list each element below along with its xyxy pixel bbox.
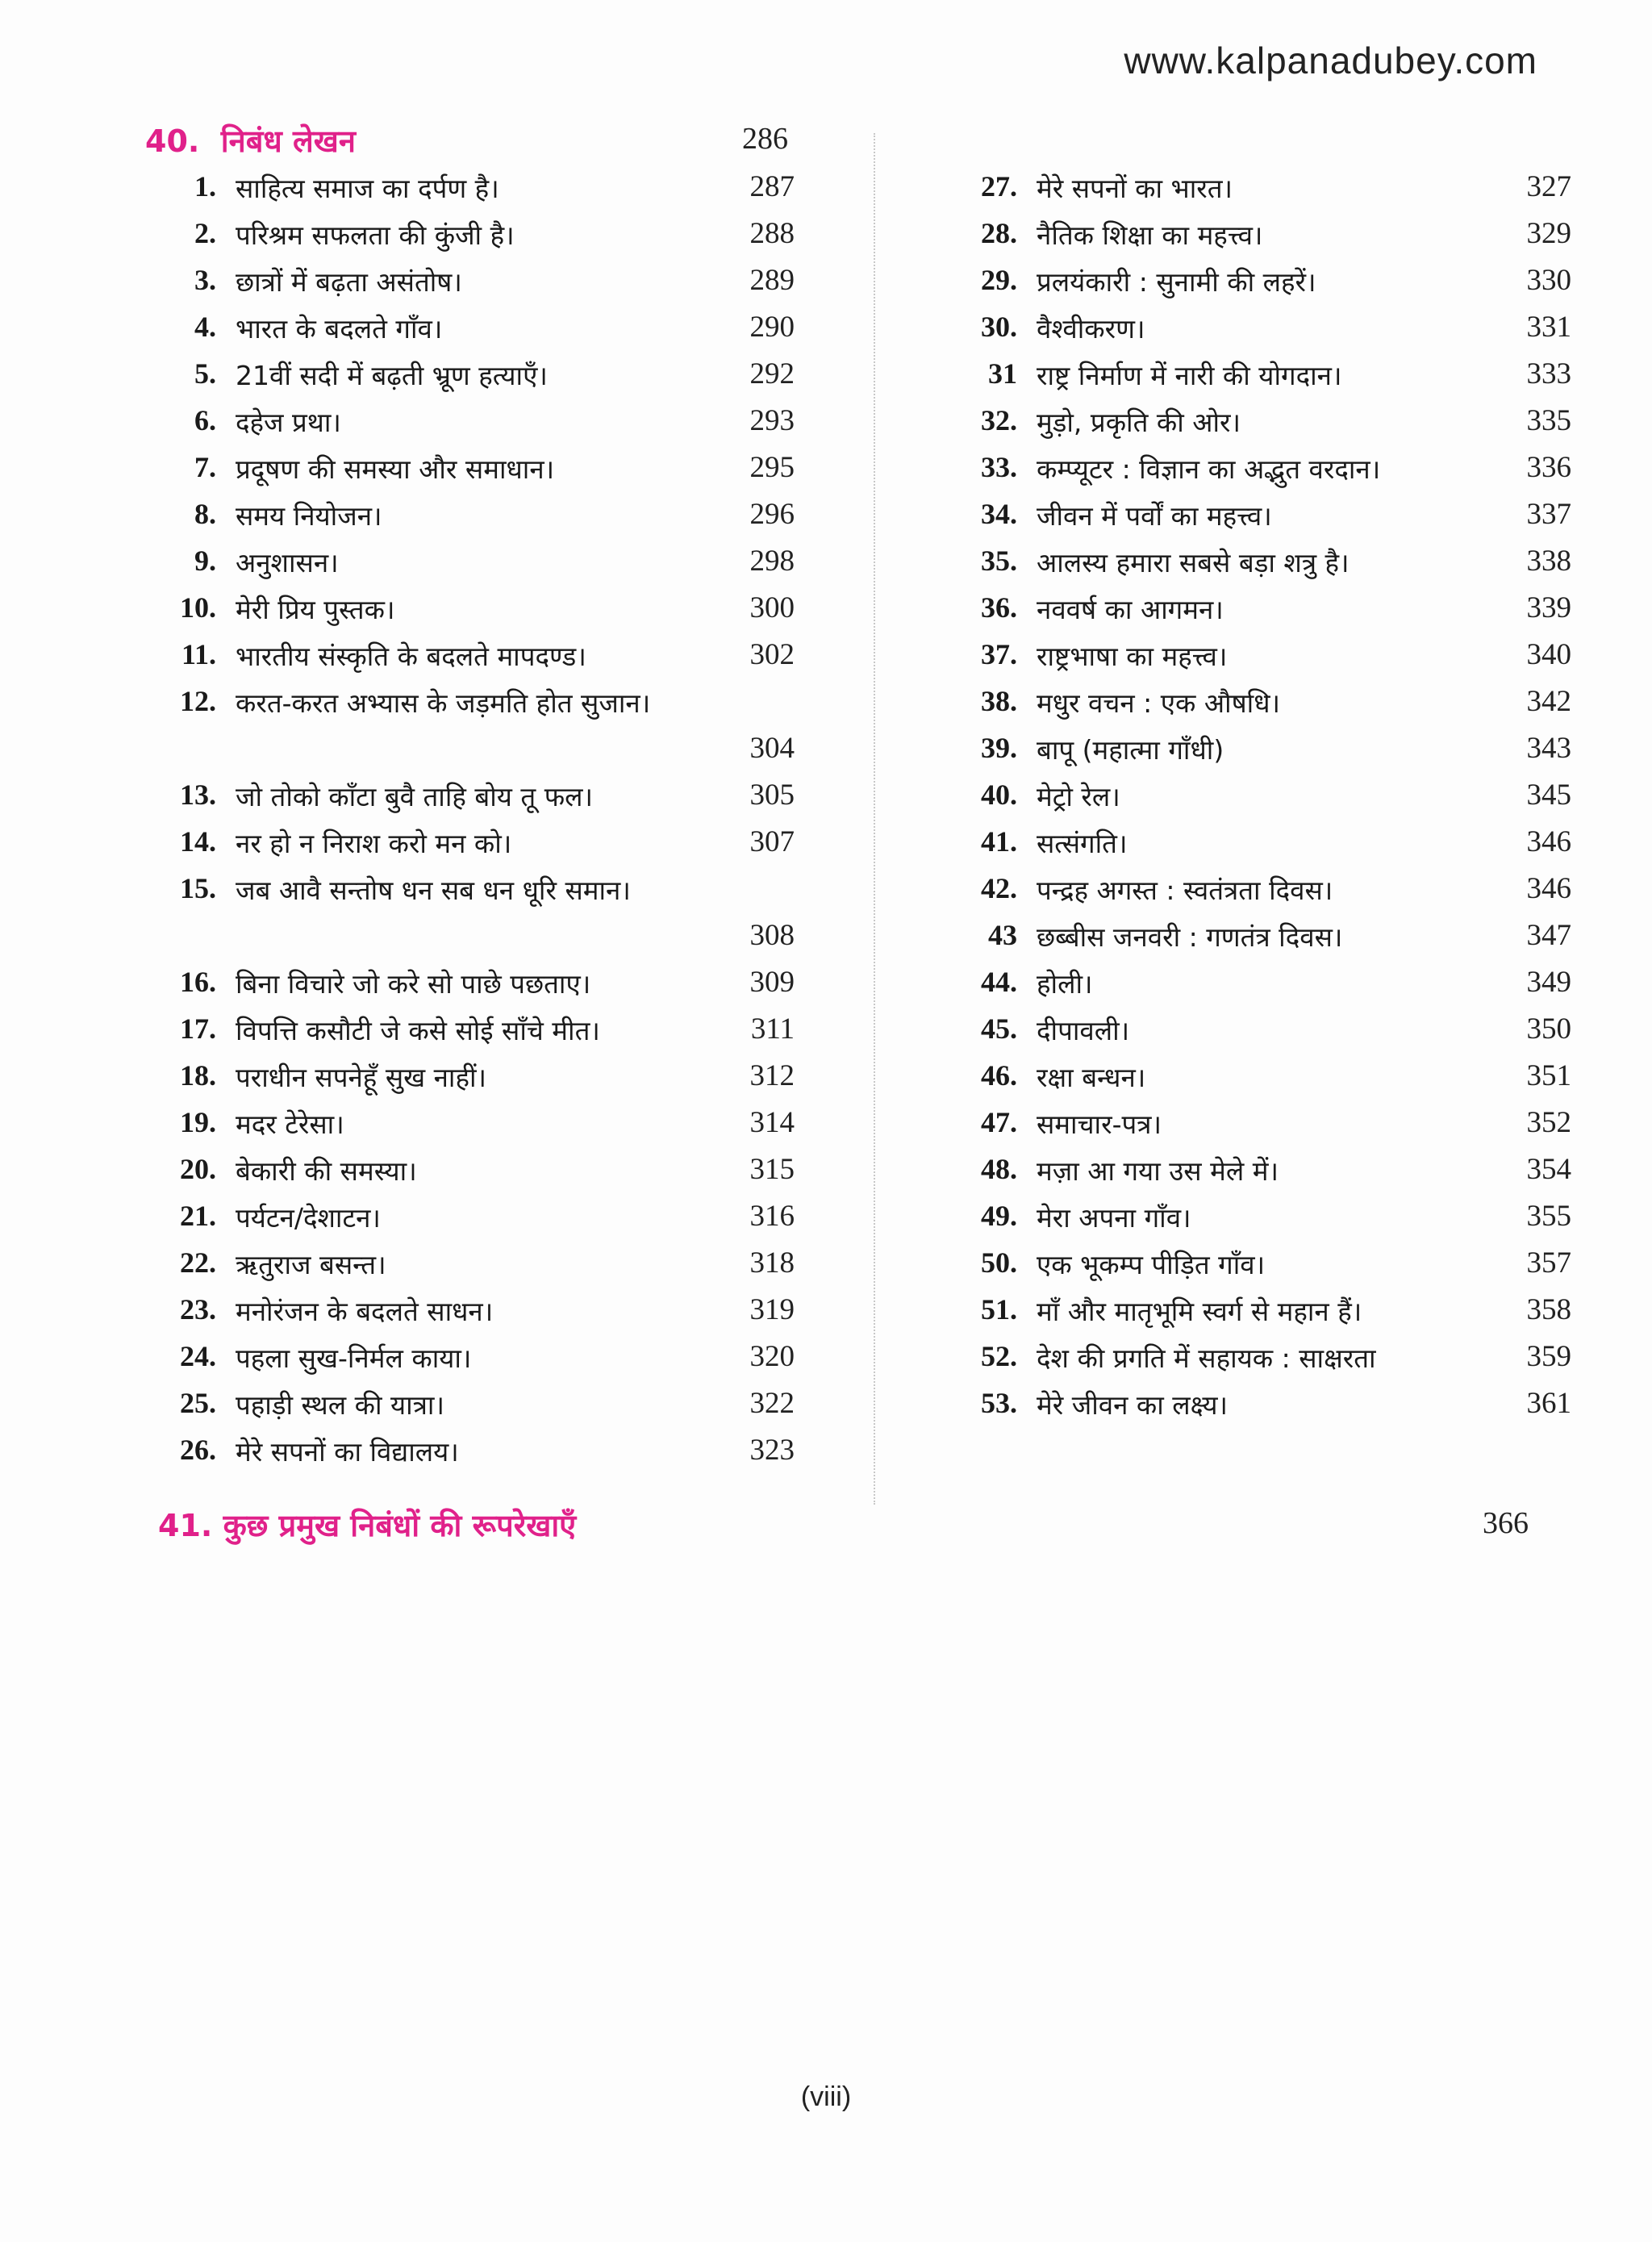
toc-entry-number: 40. <box>981 779 1017 811</box>
toc-entry-page: 358 <box>1526 1293 1571 1326</box>
toc-entry-title: मेरे सपनों का भारत। <box>1037 173 1233 204</box>
toc-entry-number: 48. <box>981 1153 1017 1185</box>
toc-entry-number: 44. <box>981 966 1017 998</box>
toc-entry-page: 335 <box>1526 404 1571 437</box>
toc-entry-number: 8. <box>194 498 216 530</box>
toc-entry-title: देश की प्रगति में सहायक : साक्षरता <box>1037 1342 1376 1374</box>
toc-entry-title: मधुर वचन : एक औषधि। <box>1037 687 1280 719</box>
toc-entry-title: ऋतुराज बसन्त। <box>236 1249 386 1280</box>
toc-entry <box>0 825 807 871</box>
toc-entry-page: 333 <box>1526 357 1571 390</box>
toc-entry <box>875 1246 1585 1292</box>
toc-entry-title: आलस्य हमारा सबसे बड़ा शत्रु है। <box>1037 547 1350 578</box>
toc-entry-title: प्रदूषण की समस्या और समाधान। <box>236 453 555 485</box>
toc-entry-page: 340 <box>1526 638 1571 671</box>
toc-entry <box>0 684 807 765</box>
toc-entry-number: 24. <box>180 1340 216 1372</box>
toc-entry-page: 311 <box>750 1012 795 1046</box>
toc-entry-title: मेरा अपना गाँव। <box>1037 1202 1191 1234</box>
toc-entry-page: 347 <box>1526 919 1571 952</box>
toc-entry-page: 287 <box>749 170 795 203</box>
toc-entry <box>875 1012 1585 1058</box>
toc-entry <box>0 1246 807 1292</box>
toc-entry-page: 316 <box>749 1200 795 1233</box>
toc-entry-page: 355 <box>1526 1200 1571 1233</box>
toc-entry-title: माँ और मातृभूमि स्वर्ग से महान हैं। <box>1037 1296 1362 1327</box>
toc-entry-title: पर्यटन/देशाटन। <box>236 1202 381 1234</box>
toc-entry-page: 320 <box>749 1340 795 1373</box>
section-40-page: 286 <box>742 122 788 156</box>
toc-entry-title: बापू (महात्मा गाँधी) <box>1037 734 1224 766</box>
toc-entry-page: 346 <box>1526 825 1571 858</box>
toc-entry-page: 337 <box>1526 498 1571 531</box>
toc-entry-number: 3. <box>194 264 216 296</box>
toc-entry-title: राष्ट्रभाषा का महत्त्व। <box>1037 641 1228 672</box>
toc-entry <box>0 450 807 497</box>
toc-entry-page: 305 <box>749 779 795 812</box>
toc-entry-title: दीपावली। <box>1037 1015 1130 1046</box>
toc-entry <box>875 637 1585 684</box>
toc-entry-page: 288 <box>749 217 795 250</box>
toc-entry <box>0 965 807 1012</box>
toc-entry-title: मेट्रो रेल। <box>1037 781 1120 812</box>
toc-entry <box>875 310 1585 357</box>
toc-entry <box>0 544 807 591</box>
toc-entry-number: 20. <box>180 1153 216 1185</box>
toc-entry-title: समय नियोजन। <box>236 500 382 532</box>
toc-entry-title: पन्द्रह अगस्त : स्वतंत्रता दिवस। <box>1037 875 1333 906</box>
toc-entry <box>0 778 807 825</box>
toc-entry-title: अनुशासन। <box>236 547 339 578</box>
toc-entry-number: 17. <box>180 1012 216 1045</box>
toc-entry <box>875 1199 1585 1246</box>
toc-entry-page: 319 <box>749 1293 795 1326</box>
toc-entry-number: 6. <box>194 404 216 436</box>
toc-entry <box>875 497 1585 544</box>
toc-entry <box>0 1105 807 1152</box>
toc-entry-title: मदर टेरेसा। <box>236 1108 344 1140</box>
section-41-heading <box>158 1504 576 1546</box>
toc-entry-title: बेकारी की समस्या। <box>236 1155 417 1187</box>
toc-entry <box>875 450 1585 497</box>
toc-entry-page: 318 <box>749 1246 795 1280</box>
toc-entry-title: पराधीन सपनेहूँ सुख नाहीं। <box>236 1062 487 1093</box>
toc-entry-title: राष्ट्र निर्माण में नारी की योगदान। <box>1037 360 1342 391</box>
section-41-number: 41. <box>158 1508 213 1543</box>
toc-entry <box>0 1012 807 1058</box>
toc-entry <box>0 357 807 403</box>
toc-entry-number: 16. <box>180 966 216 998</box>
toc-entry-page: 300 <box>749 591 795 624</box>
toc-entry-number: 30. <box>981 311 1017 343</box>
toc-entry-number: 49. <box>981 1200 1017 1232</box>
toc-entry <box>0 310 807 357</box>
toc-entry-title: विपत्ति कसौटी जे कसे सोई साँचे मीत। <box>236 1015 600 1046</box>
toc-entry <box>875 263 1585 310</box>
toc-entry-number: 10. <box>180 591 216 624</box>
toc-entry <box>875 918 1585 965</box>
website-url: www.kalpanadubey.com <box>1124 40 1537 81</box>
toc-entry <box>0 871 807 952</box>
toc-entry-title: मेरे जीवन का लक्ष्य। <box>1037 1389 1228 1421</box>
toc-entry-page: 357 <box>1526 1246 1571 1280</box>
toc-entry <box>875 1105 1585 1152</box>
toc-entry-page: 330 <box>1526 264 1571 297</box>
toc-entry-number: 7. <box>194 451 216 483</box>
toc-entry-page: 339 <box>1526 591 1571 624</box>
toc-entry-number: 23. <box>180 1293 216 1326</box>
toc-entry <box>875 1339 1585 1386</box>
toc-entry-number: 11. <box>181 638 216 670</box>
toc-entry-number: 28. <box>981 217 1017 249</box>
toc-entry <box>875 684 1585 731</box>
toc-entry <box>0 1292 807 1339</box>
toc-entry-page: 361 <box>1526 1387 1571 1420</box>
toc-entry-title: छब्बीस जनवरी : गणतंत्र दिवस। <box>1037 921 1343 953</box>
toc-entry-page: 298 <box>749 545 795 578</box>
toc-entry-page: 304 <box>749 732 795 765</box>
toc-entry-title: जीवन में पर्वों का महत्त्व। <box>1037 500 1272 532</box>
toc-entry-page: 322 <box>749 1387 795 1420</box>
section-40-title: निबंध लेखन <box>220 123 356 159</box>
toc-entry-page: 343 <box>1526 732 1571 765</box>
toc-entry-number: 51. <box>981 1293 1017 1326</box>
toc-entry <box>875 169 1585 216</box>
toc-entry-number: 21. <box>180 1200 216 1232</box>
toc-entry <box>875 778 1585 825</box>
toc-entry-number: 9. <box>194 545 216 577</box>
toc-entry-number: 1. <box>194 170 216 202</box>
toc-entry-number: 31 <box>988 357 1017 390</box>
page-number-footer: (viii) <box>800 2081 852 2112</box>
toc-entry-page: 290 <box>749 311 795 344</box>
toc-entry-number: 43 <box>988 919 1017 951</box>
toc-entry-number: 39. <box>981 732 1017 764</box>
toc-entry-title: एक भूकम्प पीड़ित गाँव। <box>1037 1249 1266 1280</box>
toc-entry-title: परिश्रम सफलता की कुंजी है। <box>236 219 515 251</box>
toc-entry-number: 22. <box>180 1246 216 1279</box>
toc-entry-number: 12. <box>180 685 216 717</box>
toc-entry-page: 349 <box>1526 966 1571 999</box>
toc-entry-title: मज़ा आ गया उस मेले में। <box>1037 1155 1279 1187</box>
toc-entry <box>0 1433 807 1480</box>
toc-entry-title: भारतीय संस्कृति के बदलते मापदण्ड। <box>236 641 586 672</box>
toc-entry-page: 295 <box>749 451 795 484</box>
toc-entry-title: होली। <box>1037 968 1093 1000</box>
toc-entry-number: 50. <box>981 1246 1017 1279</box>
toc-entry-page: 354 <box>1526 1153 1571 1186</box>
toc-entry <box>875 1058 1585 1105</box>
toc-entry-title: छात्रों में बढ़ता असंतोष। <box>236 266 462 298</box>
toc-entry-page: 314 <box>749 1106 795 1139</box>
toc-entry <box>0 497 807 544</box>
toc-entry-page: 289 <box>749 264 795 297</box>
toc-entry-title: पहला सुख-निर्मल काया। <box>236 1342 472 1374</box>
toc-entry-title: वैश्वीकरण। <box>1037 313 1145 344</box>
toc-entry-number: 42. <box>981 872 1017 904</box>
section-40-number: 40. <box>145 123 200 159</box>
toc-entry <box>0 403 807 450</box>
toc-entry-title: प्रलयंकारी : सुनामी की लहरें। <box>1037 266 1316 298</box>
toc-entry-title: पहाड़ी स्थल की यात्रा। <box>236 1389 444 1421</box>
toc-entry-page: 309 <box>749 966 795 999</box>
toc-entry-title: मुड़ो, प्रकृति की ओर। <box>1037 407 1241 438</box>
toc-entry-number: 36. <box>981 591 1017 624</box>
toc-entry <box>875 1152 1585 1199</box>
toc-entry <box>875 403 1585 450</box>
toc-entry-number: 45. <box>981 1012 1017 1045</box>
toc-entry <box>875 1292 1585 1339</box>
toc-entry <box>0 1152 807 1199</box>
toc-entry-number: 26. <box>180 1434 216 1466</box>
toc-entry <box>0 1386 807 1433</box>
toc-entry <box>875 216 1585 263</box>
section-40-heading <box>145 119 356 161</box>
toc-entry-number: 52. <box>981 1340 1017 1372</box>
toc-entry-number: 46. <box>981 1059 1017 1092</box>
toc-entry-number: 2. <box>194 217 216 249</box>
toc-entry-number: 29. <box>981 264 1017 296</box>
toc-entry <box>875 871 1585 918</box>
toc-entry-title: जो तोको काँटा बुवै ताहि बोय तू फल। <box>236 781 594 812</box>
toc-entry-page: 296 <box>749 498 795 531</box>
toc-entry-page: 293 <box>749 404 795 437</box>
toc-entry <box>875 965 1585 1012</box>
toc-entry-title: नर हो न निराश करो मन को। <box>236 828 512 859</box>
toc-entry-title: कम्प्यूटर : विज्ञान का अद्भुत वरदान। <box>1037 453 1381 485</box>
toc-entry-page: 307 <box>749 825 795 858</box>
toc-entry-number: 35. <box>981 545 1017 577</box>
toc-entry-number: 14. <box>180 825 216 858</box>
toc-entry-page: 329 <box>1526 217 1571 250</box>
toc-entry-page: 315 <box>749 1153 795 1186</box>
toc-entry-number: 13. <box>180 779 216 811</box>
toc-entry-title: बिना विचारे जो करे सो पाछे पछताए। <box>236 968 591 1000</box>
toc-entry-page: 338 <box>1526 545 1571 578</box>
toc-entry-number: 19. <box>180 1106 216 1138</box>
toc-entry-title: मेरी प्रिय पुस्तक। <box>236 594 395 625</box>
toc-entry-number: 25. <box>180 1387 216 1419</box>
toc-entry <box>0 1199 807 1246</box>
toc-entry-number: 27. <box>981 170 1017 202</box>
toc-entry <box>0 1058 807 1105</box>
toc-entry-number: 32. <box>981 404 1017 436</box>
toc-entry-page: 292 <box>749 357 795 390</box>
toc-entry <box>0 169 807 216</box>
toc-entry-page: 351 <box>1526 1059 1571 1092</box>
toc-entry-title: करत-करत अभ्यास के जड़मति होत सुजान। <box>236 687 651 719</box>
toc-entry-title: दहेज प्रथा। <box>236 407 341 438</box>
toc-entry <box>0 216 807 263</box>
toc-entry-number: 34. <box>981 498 1017 530</box>
toc-entry <box>0 637 807 684</box>
toc-entry-page: 323 <box>749 1434 795 1467</box>
toc-entry <box>0 1339 807 1386</box>
toc-entry-title: भारत के बदलते गाँव। <box>236 313 443 344</box>
toc-entry-page: 302 <box>749 638 795 671</box>
toc-entry-number: 33. <box>981 451 1017 483</box>
toc-entry <box>875 825 1585 871</box>
toc-entry-number: 38. <box>981 685 1017 717</box>
toc-entry-page: 342 <box>1526 685 1571 718</box>
toc-entry <box>875 544 1585 591</box>
toc-entry-page: 327 <box>1526 170 1571 203</box>
toc-entry-page: 331 <box>1526 311 1571 344</box>
toc-entry-number: 41. <box>981 825 1017 858</box>
toc-entry-page: 336 <box>1526 451 1571 484</box>
toc-entry <box>875 1386 1585 1433</box>
section-41-page: 366 <box>1483 1506 1529 1540</box>
toc-entry <box>875 731 1585 778</box>
toc-entry-title: साहित्य समाज का दर्पण है। <box>236 173 499 204</box>
toc-entry-number: 15. <box>180 872 216 904</box>
toc-entry-title: नैतिक शिक्षा का महत्त्व। <box>1037 219 1263 251</box>
toc-entry-title: समाचार-पत्र। <box>1037 1108 1162 1140</box>
toc-entry-page: 345 <box>1526 779 1571 812</box>
toc-entry-title: मनोरंजन के बदलते साधन। <box>236 1296 494 1327</box>
toc-entry-title: नववर्ष का आगमन। <box>1037 594 1224 625</box>
section-41-title: कुछ प्रमुख निबंधों की रूपरेखाएँ <box>223 1508 577 1543</box>
toc-entry-page: 312 <box>749 1059 795 1092</box>
toc-entry-title: 21वीं सदी में बढ़ती भ्रूण हत्याएँ। <box>236 360 548 391</box>
toc-entry <box>875 591 1585 637</box>
toc-entry <box>0 591 807 637</box>
toc-entry-page: 346 <box>1526 872 1571 905</box>
toc-entry <box>875 357 1585 403</box>
toc-entry-page: 350 <box>1526 1012 1571 1046</box>
toc-entry-page: 352 <box>1526 1106 1571 1139</box>
toc-entry-page: 308 <box>749 919 795 952</box>
toc-entry-title: रक्षा बन्धन। <box>1037 1062 1146 1093</box>
toc-entry-number: 37. <box>981 638 1017 670</box>
toc-entry-number: 18. <box>180 1059 216 1092</box>
toc-entry-title: मेरे सपनों का विद्यालय। <box>236 1436 459 1468</box>
toc-entry-title: जब आवै सन्तोष धन सब धन धूरि समान। <box>236 875 631 906</box>
toc-entry <box>0 263 807 310</box>
toc-entry-page: 359 <box>1526 1340 1571 1373</box>
toc-entry-number: 5. <box>194 357 216 390</box>
toc-entry-number: 4. <box>194 311 216 343</box>
toc-entry-number: 53. <box>981 1387 1017 1419</box>
toc-entry-number: 47. <box>981 1106 1017 1138</box>
toc-entry-title: सत्संगति। <box>1037 828 1128 859</box>
